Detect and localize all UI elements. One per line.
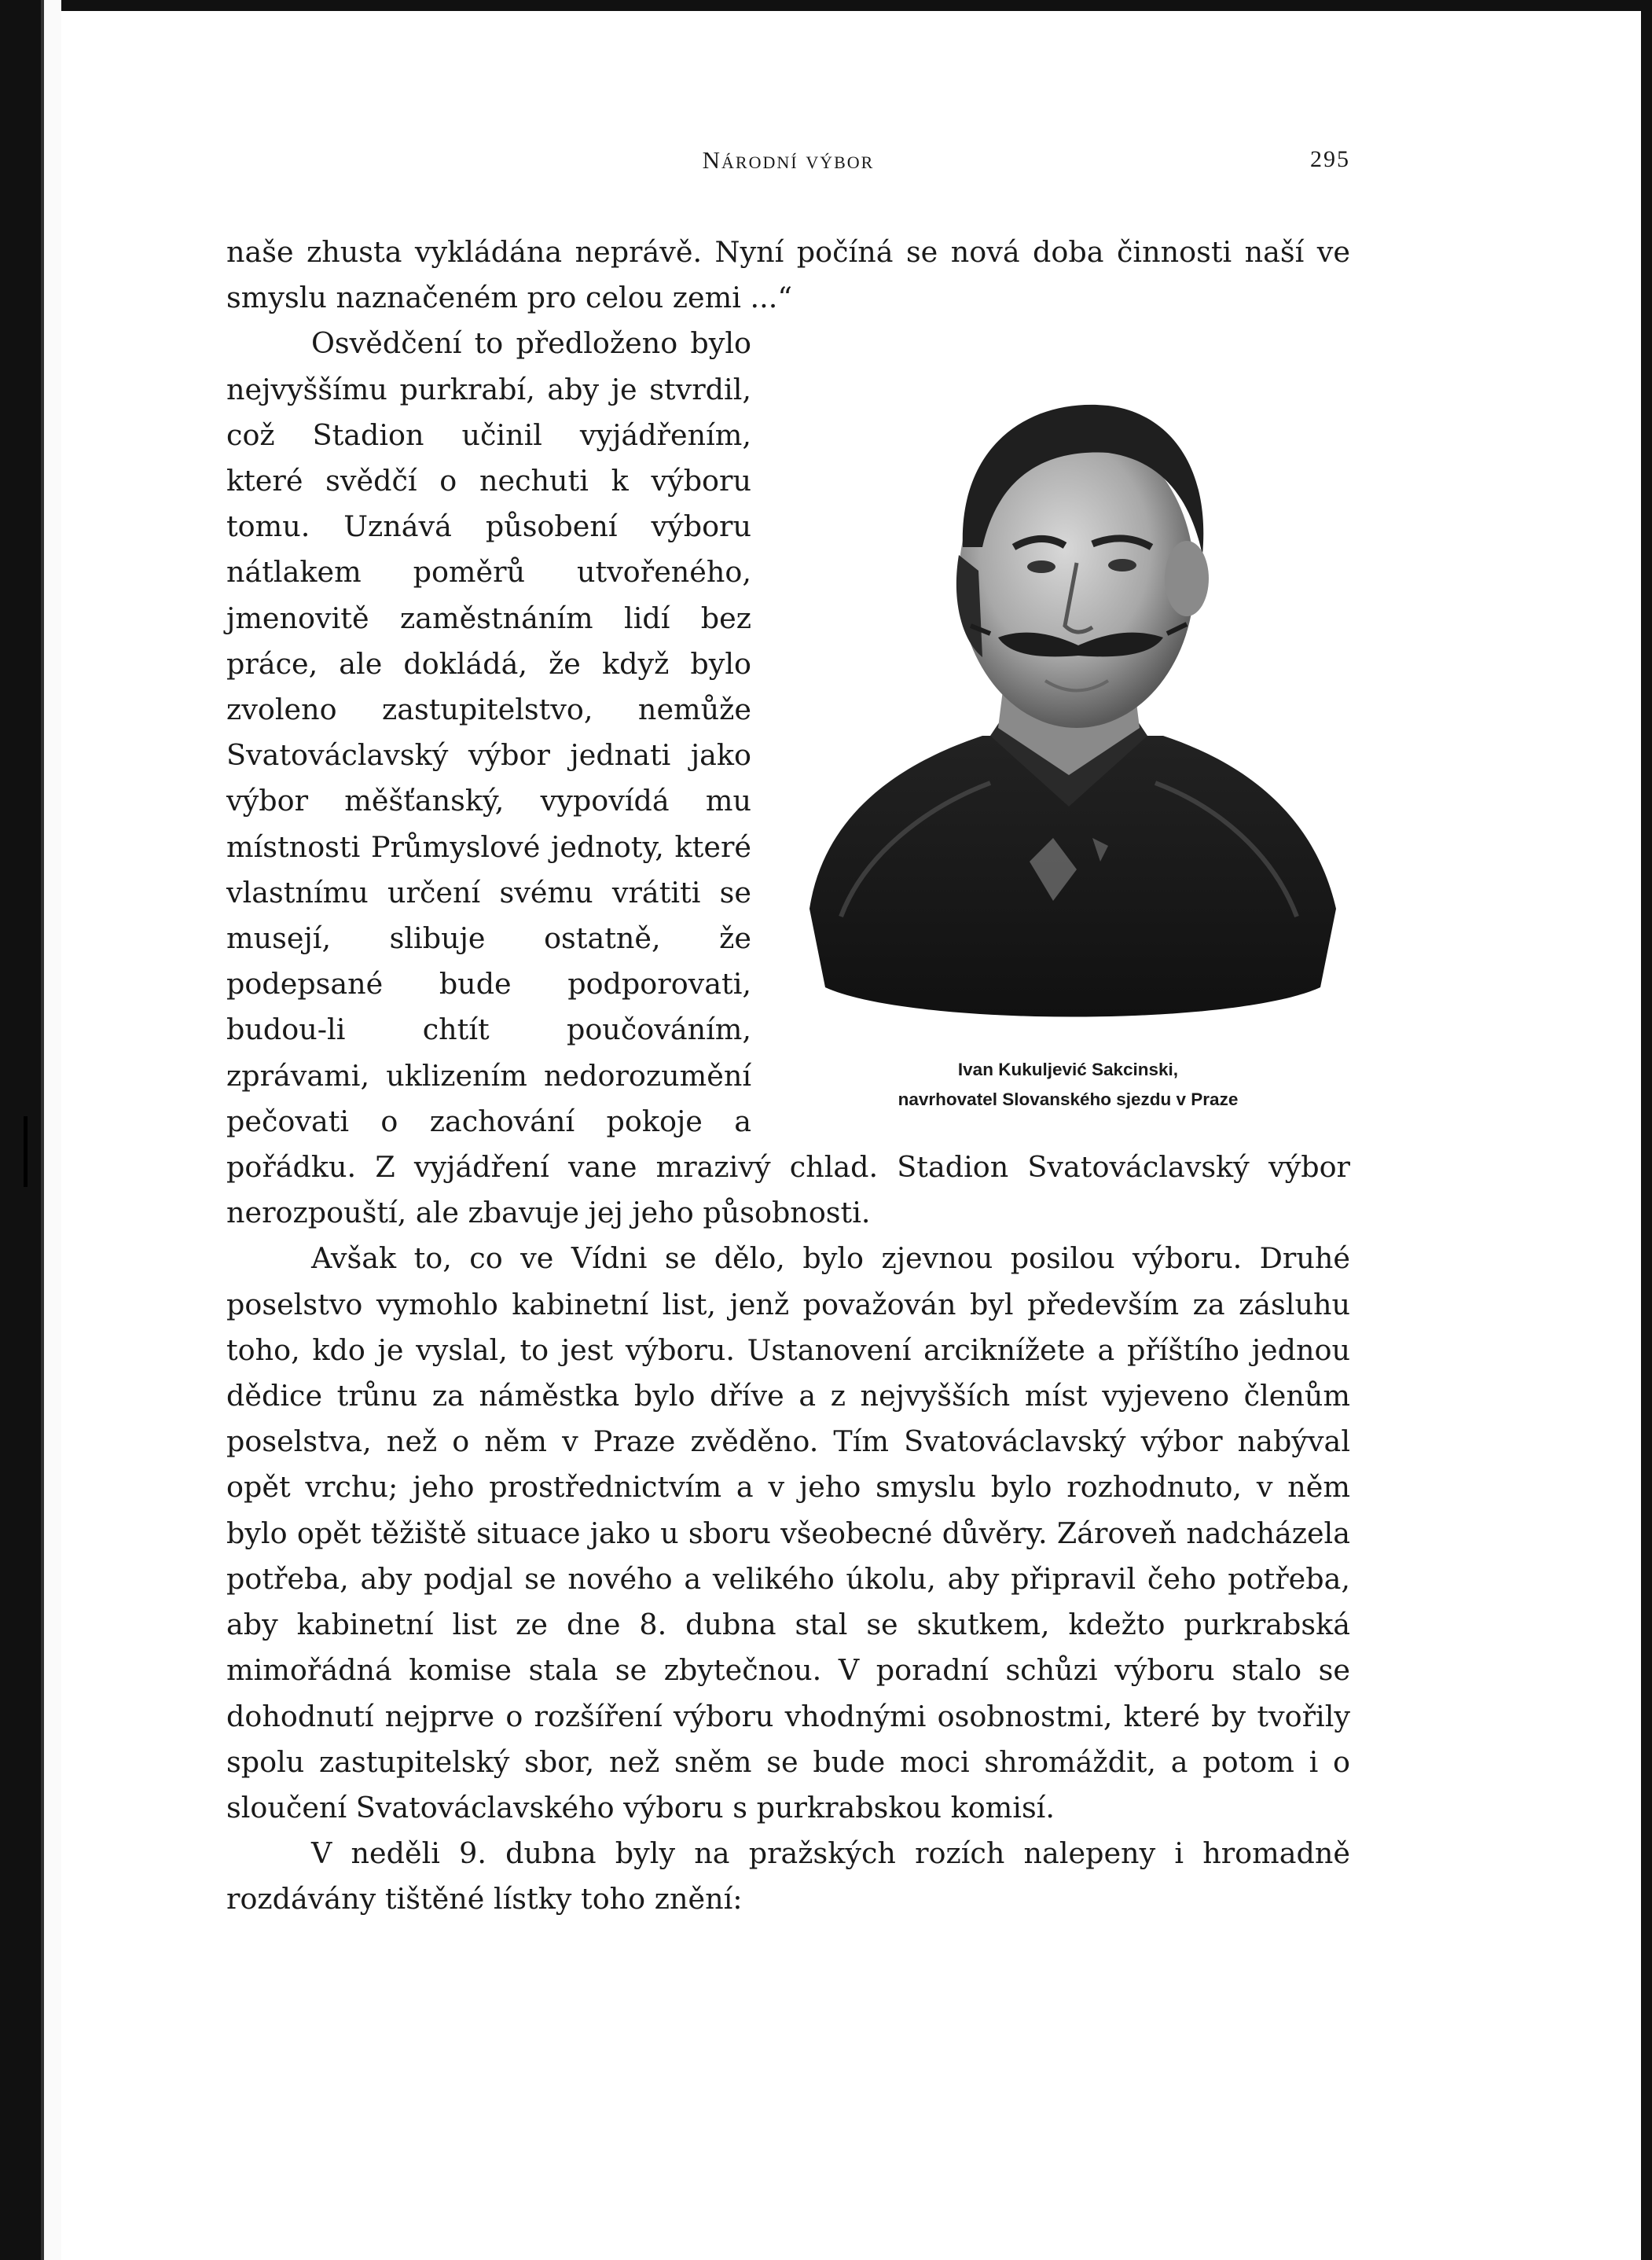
scan-edge-left bbox=[0, 0, 41, 2260]
portrait-figure bbox=[770, 344, 1350, 1138]
paragraph: Avšak to, co ve Vídni se dělo, bylo zjevnou posilou výboru. Druhé poselstvo vymohlo kabinetní list, jenž považován byl především za zásluhu toho, kdo je vyslal, to jest výboru. Ustanovení arciknížete a příštího jednou dědice trůnu za náměstka bylo dříve a z nejvyšších míst vyjeveno členům poselstva, než o něm v Praze zvěděno. Tím Svatováclavský výbor nabýval opět vrchu; jeho prostřednictvím a v jeho smyslu bylo rozhodnuto, v něm bylo opět těžiště situace jako u sboru všeobecné důvěry. Zároveň nadcházela potřeba, aby podjal se nového a velikého úkolu, aby připravil čeho potřeba, aby kabinetní list ze dne 8. dubna stal se skutkem, kdežto purkrabská mimořádná komise stala se zbytečnou. V poradní schůzi výboru stalo se dohodnutí nejprve o rozšíření výboru vhodnými osobnostmi, které by tvořily spolu zastupitelský sbor, než sněm se bude moci shromáždit, a potom i o sloučení Svatováclavského výboru s purkrabskou komisí. bbox=[226, 1241, 1350, 1825]
figure-caption bbox=[786, 1055, 1350, 1115]
page-number: 295 bbox=[1310, 146, 1350, 172]
portrait-engraving bbox=[794, 366, 1344, 1042]
caption-description: navrhovatel Slovanského sjezdu v Praze bbox=[898, 1090, 1239, 1110]
scan-gutter bbox=[41, 0, 61, 2260]
paragraph: naše zhusta vykládána neprávě. Nyní počíná se nová doba činnosti naší ve smyslu naznačeném pro celou zemi ...“ bbox=[226, 235, 1350, 315]
portrait-illustration bbox=[794, 366, 1344, 1042]
paragraph: Osvědčení to předloženo bylo nejvyššímu purkrabí, aby je stvrdil, což Stadion učinil vyjádřením, které svědčí o nechuti k výboru tomu. Uznává působení výboru nátlakem poměrů utvořeného, jmenovitě zaměstnáním lidí bez práce, ale dokládá, že když bylo zvoleno zastupitelstvo, nemůže Svatováclavský výbor jednati jako výbor měšťanský, vypovídá mu místnosti Průmyslové jednoty, které vlastnímu určení svému vrátiti se musejí, slibuje ostatně, že podepsané bude podporovati, budou-li chtít poučováním, zprávami, uklizením nedorozumění pečovati o zachování pokoje a pořádku. Z vyjádření vane mrazivý chlad. Stadion Svatováclavský výbor nerozpouští, ale zbavuje jej jeho působnosti. bbox=[226, 326, 1350, 1230]
running-title: Národní výbor bbox=[702, 146, 875, 174]
running-head bbox=[226, 146, 1350, 182]
body-text bbox=[226, 230, 1350, 1923]
scan-mark bbox=[24, 1116, 28, 1187]
book-page bbox=[226, 146, 1350, 2206]
caption-name: Ivan Kukuljević Sakcinski, bbox=[957, 1060, 1179, 1080]
scan-edge-right bbox=[1641, 0, 1652, 2260]
scan-edge-top bbox=[0, 0, 1652, 11]
paragraph: V neděli 9. dubna byly na pražských rozích nalepeny i hromadně rozdávány tištěné lístky toho znění: bbox=[226, 1836, 1350, 1916]
